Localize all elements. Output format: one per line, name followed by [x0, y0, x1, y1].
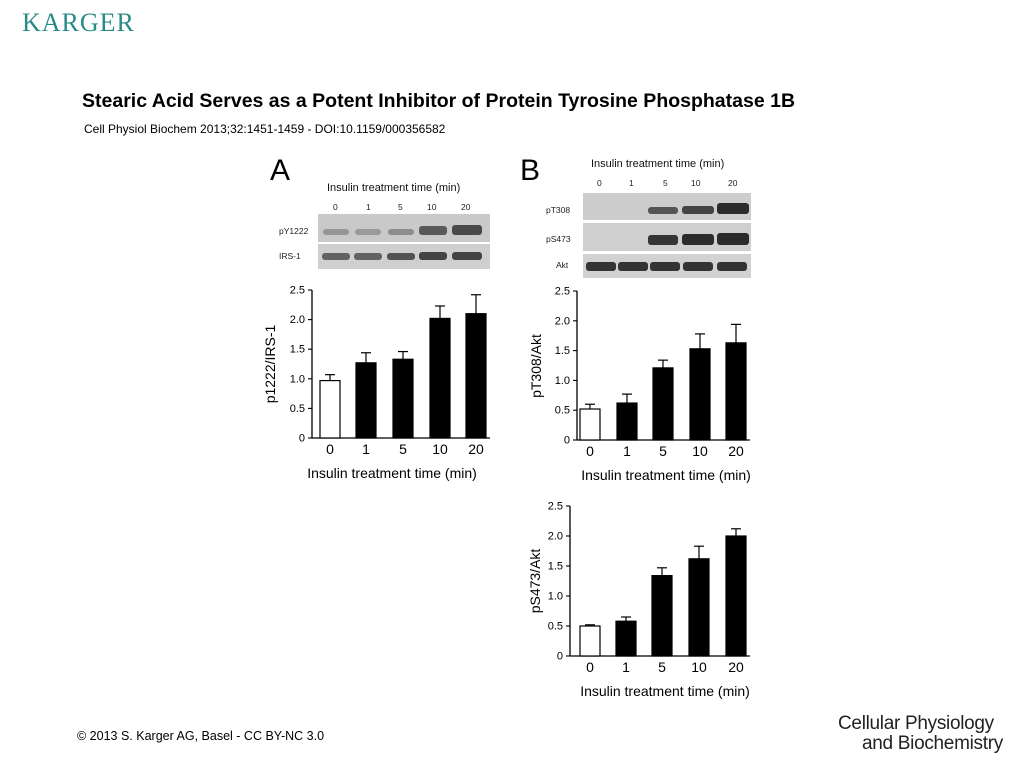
y-tick-label: 1.5 — [554, 345, 570, 358]
blot-b-row-pT308: pT308 — [546, 205, 571, 215]
y-tick-label: 0.5 — [289, 402, 305, 415]
x-tick-label: 10 — [692, 443, 708, 459]
journal-logo-line2: and Biochemistry — [862, 733, 1003, 754]
x-tick-label: 1 — [622, 659, 630, 675]
blot-b-row-pS473: pS473 — [546, 234, 571, 244]
band — [419, 226, 447, 235]
band — [717, 262, 747, 271]
band — [650, 262, 680, 271]
bar — [580, 409, 600, 440]
band — [322, 253, 350, 260]
y-tick-label: 1.5 — [289, 343, 305, 356]
y-tick-label: 0.5 — [547, 620, 563, 633]
blot-a-row-IRS-1: IRS-1 — [279, 251, 301, 261]
y-tick-label: 0 — [563, 434, 570, 447]
blot-a-row-pY1222: pY1222 — [279, 226, 309, 236]
x-tick-label: 0 — [586, 659, 594, 675]
band — [586, 262, 616, 271]
y-tick-label: 0 — [556, 650, 563, 663]
karger-logo: KARGER — [22, 8, 135, 37]
y-tick-label: 1.0 — [289, 373, 305, 386]
band — [419, 252, 447, 260]
y-tick-label: 0 — [298, 432, 305, 445]
y-tick-label: 0.5 — [554, 404, 570, 417]
x-tick-label: 5 — [658, 659, 666, 675]
band — [354, 253, 382, 260]
y-axis-label: pT308/Akt — [528, 334, 544, 398]
bar — [726, 536, 746, 656]
panel-b-label: B — [520, 154, 541, 187]
blot-a-lane-3: 10 — [427, 202, 437, 212]
x-tick-label: 10 — [691, 659, 707, 675]
bar — [580, 626, 600, 656]
x-tick-label: 5 — [399, 441, 407, 457]
bar — [356, 363, 376, 438]
blot-a-lane-0: 0 — [333, 202, 338, 212]
y-axis-label: p1222/IRS-1 — [262, 324, 278, 404]
y-tick-label: 2.5 — [289, 284, 305, 297]
bar — [690, 349, 710, 440]
bar — [616, 621, 636, 656]
blot-b-title: Insulin treatment time (min) — [591, 158, 725, 170]
bar — [726, 343, 746, 440]
x-tick-label: 20 — [728, 443, 744, 459]
chart-a — [262, 285, 490, 482]
blot-b-lane-4: 20 — [728, 178, 738, 188]
citation: Cell Physiol Biochem 2013;32:1451-1459 - DOI:10.1159/000356582 — [84, 122, 446, 136]
journal-logo-line1: Cellular Physiology — [838, 713, 994, 734]
x-tick-label: 1 — [623, 443, 631, 459]
bar — [617, 403, 637, 440]
x-tick-label: 5 — [659, 443, 667, 459]
band — [323, 229, 349, 235]
band — [388, 229, 414, 235]
y-tick-label: 2.0 — [547, 530, 563, 543]
blot-b — [546, 158, 751, 278]
blot-b-lane-0: 0 — [597, 178, 602, 188]
blot-a-title: Insulin treatment time (min) — [327, 182, 461, 194]
bar — [652, 576, 672, 656]
y-tick-label: 2.5 — [554, 285, 570, 298]
band — [618, 262, 648, 271]
x-axis-label: Insulin treatment time (min) — [307, 465, 477, 481]
blot-a — [279, 182, 490, 269]
band — [682, 206, 714, 214]
copyright: © 2013 S. Karger AG, Basel - CC BY-NC 3.0 — [77, 729, 325, 743]
band — [387, 253, 415, 260]
x-tick-label: 1 — [362, 441, 370, 457]
chart-b1 — [528, 286, 751, 484]
x-tick-label: 10 — [432, 441, 448, 457]
band — [682, 234, 714, 245]
x-tick-label: 20 — [728, 659, 744, 675]
bar — [466, 314, 486, 438]
band — [452, 225, 482, 235]
blot-a-lane-1: 1 — [366, 202, 371, 212]
y-tick-label: 1.0 — [554, 374, 570, 387]
x-axis-label: Insulin treatment time (min) — [581, 467, 751, 483]
x-axis-label: Insulin treatment time (min) — [580, 683, 750, 699]
bar — [689, 559, 709, 656]
band — [452, 252, 482, 260]
blot-b-lane-2: 5 — [663, 178, 668, 188]
x-tick-label: 20 — [468, 441, 484, 457]
bar — [393, 359, 413, 438]
slide-title: Stearic Acid Serves as a Potent Inhibitor of Protein Tyrosine Phosphatase 1B — [82, 90, 796, 112]
band — [648, 235, 678, 245]
y-tick-label: 1.0 — [547, 590, 563, 603]
bar — [653, 368, 673, 440]
bar — [430, 318, 450, 438]
band — [717, 203, 749, 214]
bar — [320, 381, 340, 438]
journal-logo — [838, 714, 1003, 754]
band — [355, 229, 381, 235]
y-tick-label: 2.0 — [289, 314, 305, 327]
x-tick-label: 0 — [586, 443, 594, 459]
blot-b-lane-3: 10 — [691, 178, 701, 188]
y-tick-label: 1.5 — [547, 560, 563, 573]
y-axis-label: pS473/Akt — [527, 548, 543, 614]
band — [648, 207, 678, 214]
blot-a-bands — [322, 225, 482, 260]
panel-a-label: A — [270, 154, 291, 187]
blot-b-lane-1: 1 — [629, 178, 634, 188]
band — [717, 233, 749, 245]
x-tick-label: 0 — [326, 441, 334, 457]
blot-b-row-Akt: Akt — [556, 260, 569, 270]
blot-a-lane-2: 5 — [398, 202, 403, 212]
chart-b2 — [527, 501, 750, 700]
blot-a-lane-4: 20 — [461, 202, 471, 212]
y-tick-label: 2.5 — [547, 500, 563, 513]
y-tick-label: 2.0 — [554, 315, 570, 328]
band — [683, 262, 713, 271]
